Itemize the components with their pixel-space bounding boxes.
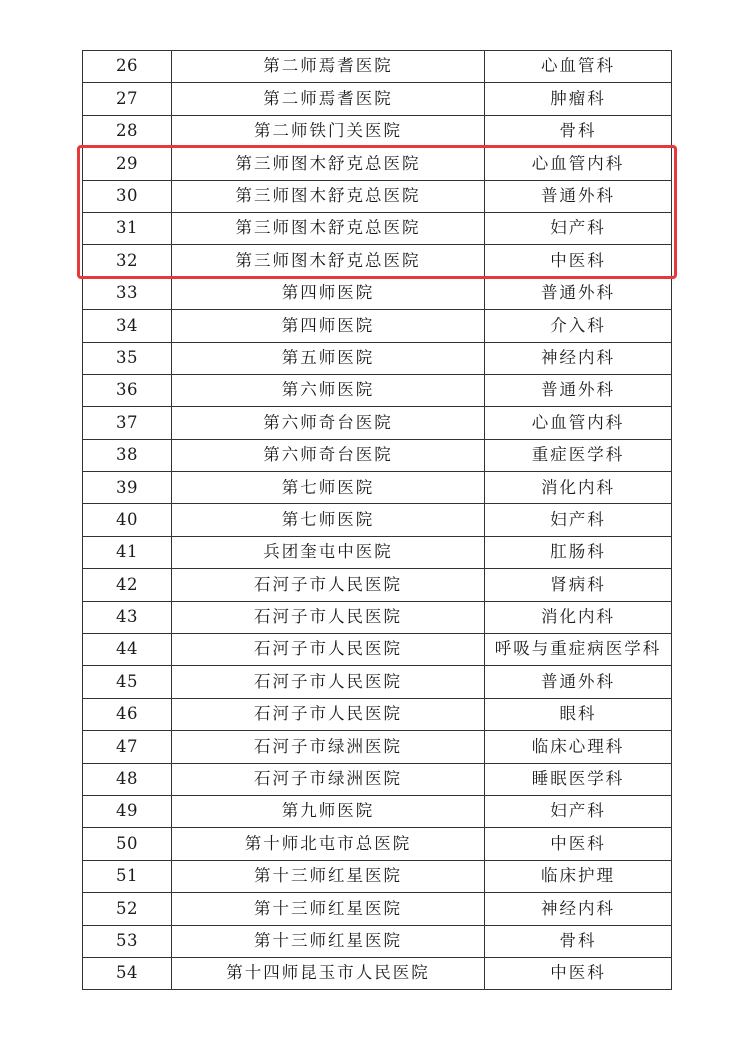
hospital-name-cell: 第四师医院 [172, 310, 485, 342]
department-cell: 中医科 [485, 828, 672, 860]
table-row [83, 666, 672, 698]
department-cell: 肛肠科 [485, 536, 672, 568]
row-number-cell: 37 [83, 407, 172, 439]
table-row [83, 439, 672, 471]
row-number-cell: 54 [83, 957, 172, 989]
department-cell: 眼科 [485, 698, 672, 730]
table-row [83, 634, 672, 666]
department-cell: 临床护理 [485, 860, 672, 892]
row-number-cell: 49 [83, 795, 172, 827]
table-row [83, 374, 672, 406]
row-number-cell: 29 [83, 148, 172, 180]
table-row [83, 180, 672, 212]
table-row [83, 698, 672, 730]
table-row [83, 828, 672, 860]
row-number-cell: 39 [83, 472, 172, 504]
row-number-cell: 34 [83, 310, 172, 342]
hospital-name-cell: 石河子市绿洲医院 [172, 731, 485, 763]
hospital-name-cell: 第四师医院 [172, 277, 485, 309]
department-cell: 普通外科 [485, 277, 672, 309]
department-cell: 心血管内科 [485, 148, 672, 180]
department-cell: 重症医学科 [485, 439, 672, 471]
hospital-department-table [82, 50, 672, 990]
table-row [83, 472, 672, 504]
table-row [83, 893, 672, 925]
table-body [83, 51, 672, 990]
row-number-cell: 44 [83, 634, 172, 666]
row-number-cell: 53 [83, 925, 172, 957]
row-number-cell: 26 [83, 51, 172, 83]
department-cell: 临床心理科 [485, 731, 672, 763]
row-number-cell: 43 [83, 601, 172, 633]
hospital-name-cell: 第三师图木舒克总医院 [172, 212, 485, 244]
department-cell: 骨科 [485, 925, 672, 957]
department-cell: 肿瘤科 [485, 83, 672, 115]
department-cell: 神经内科 [485, 893, 672, 925]
hospital-name-cell: 石河子市人民医院 [172, 666, 485, 698]
table-row [83, 795, 672, 827]
hospital-name-cell: 石河子市人民医院 [172, 601, 485, 633]
department-cell: 妇产科 [485, 212, 672, 244]
row-number-cell: 28 [83, 115, 172, 147]
department-cell: 神经内科 [485, 342, 672, 374]
table-row [83, 212, 672, 244]
table-row [83, 245, 672, 277]
department-cell: 普通外科 [485, 180, 672, 212]
row-number-cell: 30 [83, 180, 172, 212]
hospital-name-cell: 石河子市人民医院 [172, 634, 485, 666]
department-cell: 普通外科 [485, 374, 672, 406]
row-number-cell: 47 [83, 731, 172, 763]
hospital-name-cell: 石河子市人民医院 [172, 698, 485, 730]
row-number-cell: 32 [83, 245, 172, 277]
table-row [83, 601, 672, 633]
hospital-name-cell: 第十三师红星医院 [172, 860, 485, 892]
table-row [83, 731, 672, 763]
table-row [83, 83, 672, 115]
row-number-cell: 50 [83, 828, 172, 860]
table-row [83, 763, 672, 795]
table-row [83, 277, 672, 309]
row-number-cell: 51 [83, 860, 172, 892]
department-cell: 睡眠医学科 [485, 763, 672, 795]
row-number-cell: 33 [83, 277, 172, 309]
hospital-name-cell: 第十师北屯市总医院 [172, 828, 485, 860]
hospital-name-cell: 第六师医院 [172, 374, 485, 406]
department-cell: 呼吸与重症病医学科 [485, 634, 672, 666]
hospital-name-cell: 第二师焉耆医院 [172, 83, 485, 115]
row-number-cell: 41 [83, 536, 172, 568]
department-cell: 中医科 [485, 245, 672, 277]
hospital-name-cell: 第十三师红星医院 [172, 925, 485, 957]
row-number-cell: 36 [83, 374, 172, 406]
hospital-name-cell: 第五师医院 [172, 342, 485, 374]
row-number-cell: 35 [83, 342, 172, 374]
hospital-name-cell: 第十三师红星医院 [172, 893, 485, 925]
department-cell: 介入科 [485, 310, 672, 342]
department-cell: 中医科 [485, 957, 672, 989]
table-row [83, 569, 672, 601]
row-number-cell: 52 [83, 893, 172, 925]
table-row [83, 536, 672, 568]
table-row [83, 925, 672, 957]
table-row [83, 407, 672, 439]
row-number-cell: 27 [83, 83, 172, 115]
table-row [83, 860, 672, 892]
row-number-cell: 31 [83, 212, 172, 244]
hospital-name-cell: 第六师奇台医院 [172, 407, 485, 439]
department-cell: 心血管内科 [485, 407, 672, 439]
department-cell: 心血管科 [485, 51, 672, 83]
department-cell: 妇产科 [485, 504, 672, 536]
hospital-name-cell: 兵团奎屯中医院 [172, 536, 485, 568]
row-number-cell: 45 [83, 666, 172, 698]
row-number-cell: 38 [83, 439, 172, 471]
row-number-cell: 46 [83, 698, 172, 730]
department-cell: 肾病科 [485, 569, 672, 601]
department-cell: 消化内科 [485, 472, 672, 504]
row-number-cell: 40 [83, 504, 172, 536]
hospital-name-cell: 第六师奇台医院 [172, 439, 485, 471]
table-row [83, 115, 672, 147]
department-cell: 消化内科 [485, 601, 672, 633]
table-row [83, 957, 672, 989]
hospital-name-cell: 第十四师昆玉市人民医院 [172, 957, 485, 989]
table-row [83, 51, 672, 83]
row-number-cell: 48 [83, 763, 172, 795]
department-cell: 普通外科 [485, 666, 672, 698]
hospital-name-cell: 第三师图木舒克总医院 [172, 148, 485, 180]
table-row [83, 504, 672, 536]
hospital-name-cell: 第九师医院 [172, 795, 485, 827]
table-row [83, 310, 672, 342]
table-row [83, 342, 672, 374]
hospital-name-cell: 第三师图木舒克总医院 [172, 245, 485, 277]
table-row [83, 148, 672, 180]
department-cell: 妇产科 [485, 795, 672, 827]
hospital-name-cell: 第七师医院 [172, 472, 485, 504]
hospital-name-cell: 石河子市绿洲医院 [172, 763, 485, 795]
hospital-name-cell: 第七师医院 [172, 504, 485, 536]
hospital-name-cell: 第二师焉耆医院 [172, 51, 485, 83]
department-cell: 骨科 [485, 115, 672, 147]
row-number-cell: 42 [83, 569, 172, 601]
hospital-name-cell: 第三师图木舒克总医院 [172, 180, 485, 212]
hospital-name-cell: 第二师铁门关医院 [172, 115, 485, 147]
hospital-name-cell: 石河子市人民医院 [172, 569, 485, 601]
